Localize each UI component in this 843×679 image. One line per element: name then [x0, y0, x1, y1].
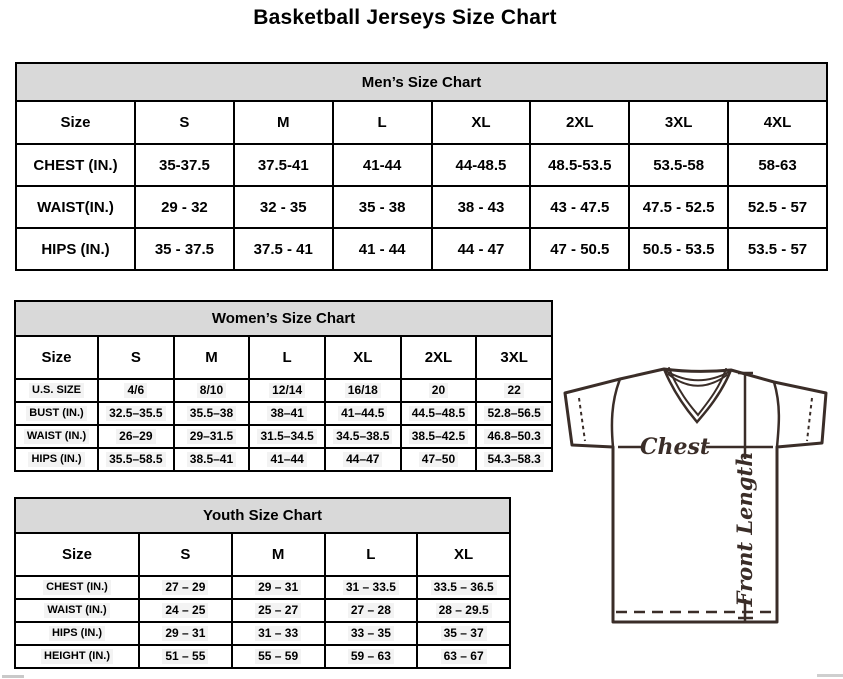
size-value-cell: 35 – 37 [417, 622, 510, 645]
size-value-cell: 41-44 [333, 144, 432, 186]
size-value-cell: 52.8–56.5 [476, 402, 552, 425]
size-value-cell: 29–31.5 [174, 425, 250, 448]
column-header: L [333, 101, 432, 144]
size-value-cell: 54.3–58.3 [476, 448, 552, 471]
size-value-cell: 41 - 44 [333, 228, 432, 270]
column-header: 3XL [476, 336, 552, 379]
size-value-cell: 8/10 [174, 379, 250, 402]
size-value-cell: 34.5–38.5 [325, 425, 401, 448]
row-label: HIPS (IN.) [15, 448, 98, 471]
size-value-cell: 35.5–58.5 [98, 448, 174, 471]
column-header: S [135, 101, 234, 144]
size-value-cell: 38 - 43 [432, 186, 531, 228]
column-header: M [234, 101, 333, 144]
size-value-cell: 20 [401, 379, 477, 402]
size-value-cell: 31.5–34.5 [249, 425, 325, 448]
size-value-cell: 27 – 28 [325, 599, 418, 622]
row-label: HIPS (IN.) [16, 228, 135, 270]
size-value-cell: 4/6 [98, 379, 174, 402]
jersey-diagram [560, 362, 842, 652]
size-value-cell: 33 – 35 [325, 622, 418, 645]
column-header: S [139, 533, 232, 576]
table-title: Women’s Size Chart [15, 301, 552, 336]
size-value-cell: 59 – 63 [325, 645, 418, 668]
size-value-cell: 44 - 47 [432, 228, 531, 270]
size-value-cell: 37.5-41 [234, 144, 333, 186]
page-title: Basketball Jerseys Size Chart [253, 6, 557, 29]
column-header: L [249, 336, 325, 379]
row-label: U.S. SIZE [15, 379, 98, 402]
column-header: 4XL [728, 101, 827, 144]
table-title: Men’s Size Chart [16, 63, 827, 101]
column-header: Size [15, 336, 98, 379]
column-header: L [325, 533, 418, 576]
scrollbar-fragment-left[interactable] [2, 675, 24, 678]
front-length-label: Front Length [732, 451, 757, 607]
size-value-cell: 31 – 33.5 [325, 576, 418, 599]
size-value-cell: 47.5 - 52.5 [629, 186, 728, 228]
column-header: XL [417, 533, 510, 576]
size-value-cell: 41–44.5 [325, 402, 401, 425]
row-label: CHEST (IN.) [15, 576, 139, 599]
size-value-cell: 53.5-58 [629, 144, 728, 186]
size-value-cell: 63 – 67 [417, 645, 510, 668]
jersey-outline [565, 369, 826, 622]
column-header: 2XL [401, 336, 477, 379]
size-value-cell: 47 - 50.5 [530, 228, 629, 270]
size-value-cell: 35.5–38 [174, 402, 250, 425]
size-value-cell: 29 – 31 [232, 576, 325, 599]
column-header: XL [432, 101, 531, 144]
column-header: 2XL [530, 101, 629, 144]
size-value-cell: 47–50 [401, 448, 477, 471]
size-value-cell: 32 - 35 [234, 186, 333, 228]
size-value-cell: 32.5–35.5 [98, 402, 174, 425]
row-label: BUST (IN.) [15, 402, 98, 425]
size-value-cell: 22 [476, 379, 552, 402]
table-title: Youth Size Chart [15, 498, 510, 533]
youth-size-chart-table [14, 497, 511, 669]
column-header: XL [325, 336, 401, 379]
column-header: Size [15, 533, 139, 576]
size-value-cell: 51 – 55 [139, 645, 232, 668]
size-value-cell: 52.5 - 57 [728, 186, 827, 228]
size-value-cell: 16/18 [325, 379, 401, 402]
row-label: CHEST (IN.) [16, 144, 135, 186]
size-value-cell: 43 - 47.5 [530, 186, 629, 228]
mens-size-chart-table [15, 62, 828, 271]
column-header: M [174, 336, 250, 379]
size-value-cell: 35 - 37.5 [135, 228, 234, 270]
size-value-cell: 31 – 33 [232, 622, 325, 645]
chest-label: Chest [639, 434, 711, 460]
size-value-cell: 38–41 [249, 402, 325, 425]
row-label: WAIST(IN.) [16, 186, 135, 228]
jersey-collar [664, 368, 731, 422]
size-value-cell: 53.5 - 57 [728, 228, 827, 270]
size-value-cell: 46.8–50.3 [476, 425, 552, 448]
size-value-cell: 44-48.5 [432, 144, 531, 186]
size-value-cell: 12/14 [249, 379, 325, 402]
womens-size-chart-table [14, 300, 553, 472]
column-header: M [232, 533, 325, 576]
size-value-cell: 38.5–42.5 [401, 425, 477, 448]
size-value-cell: 29 - 32 [135, 186, 234, 228]
size-value-cell: 37.5 - 41 [234, 228, 333, 270]
size-value-cell: 35 - 38 [333, 186, 432, 228]
column-header: 3XL [629, 101, 728, 144]
size-value-cell: 35-37.5 [135, 144, 234, 186]
row-label: HEIGHT (IN.) [15, 645, 139, 668]
size-value-cell: 41–44 [249, 448, 325, 471]
row-label: WAIST (IN.) [15, 425, 98, 448]
row-label: WAIST (IN.) [15, 599, 139, 622]
size-value-cell: 44.5–48.5 [401, 402, 477, 425]
size-value-cell: 29 – 31 [139, 622, 232, 645]
size-value-cell: 44–47 [325, 448, 401, 471]
row-label: HIPS (IN.) [15, 622, 139, 645]
size-value-cell: 26–29 [98, 425, 174, 448]
size-value-cell: 58-63 [728, 144, 827, 186]
size-value-cell: 27 – 29 [139, 576, 232, 599]
size-value-cell: 55 – 59 [232, 645, 325, 668]
size-value-cell: 33.5 – 36.5 [417, 576, 510, 599]
size-value-cell: 38.5–41 [174, 448, 250, 471]
size-value-cell: 24 – 25 [139, 599, 232, 622]
column-header: Size [16, 101, 135, 144]
size-value-cell: 48.5-53.5 [530, 144, 629, 186]
column-header: S [98, 336, 174, 379]
scrollbar-fragment-right[interactable] [817, 674, 843, 677]
size-value-cell: 50.5 - 53.5 [629, 228, 728, 270]
size-value-cell: 25 – 27 [232, 599, 325, 622]
size-value-cell: 28 – 29.5 [417, 599, 510, 622]
